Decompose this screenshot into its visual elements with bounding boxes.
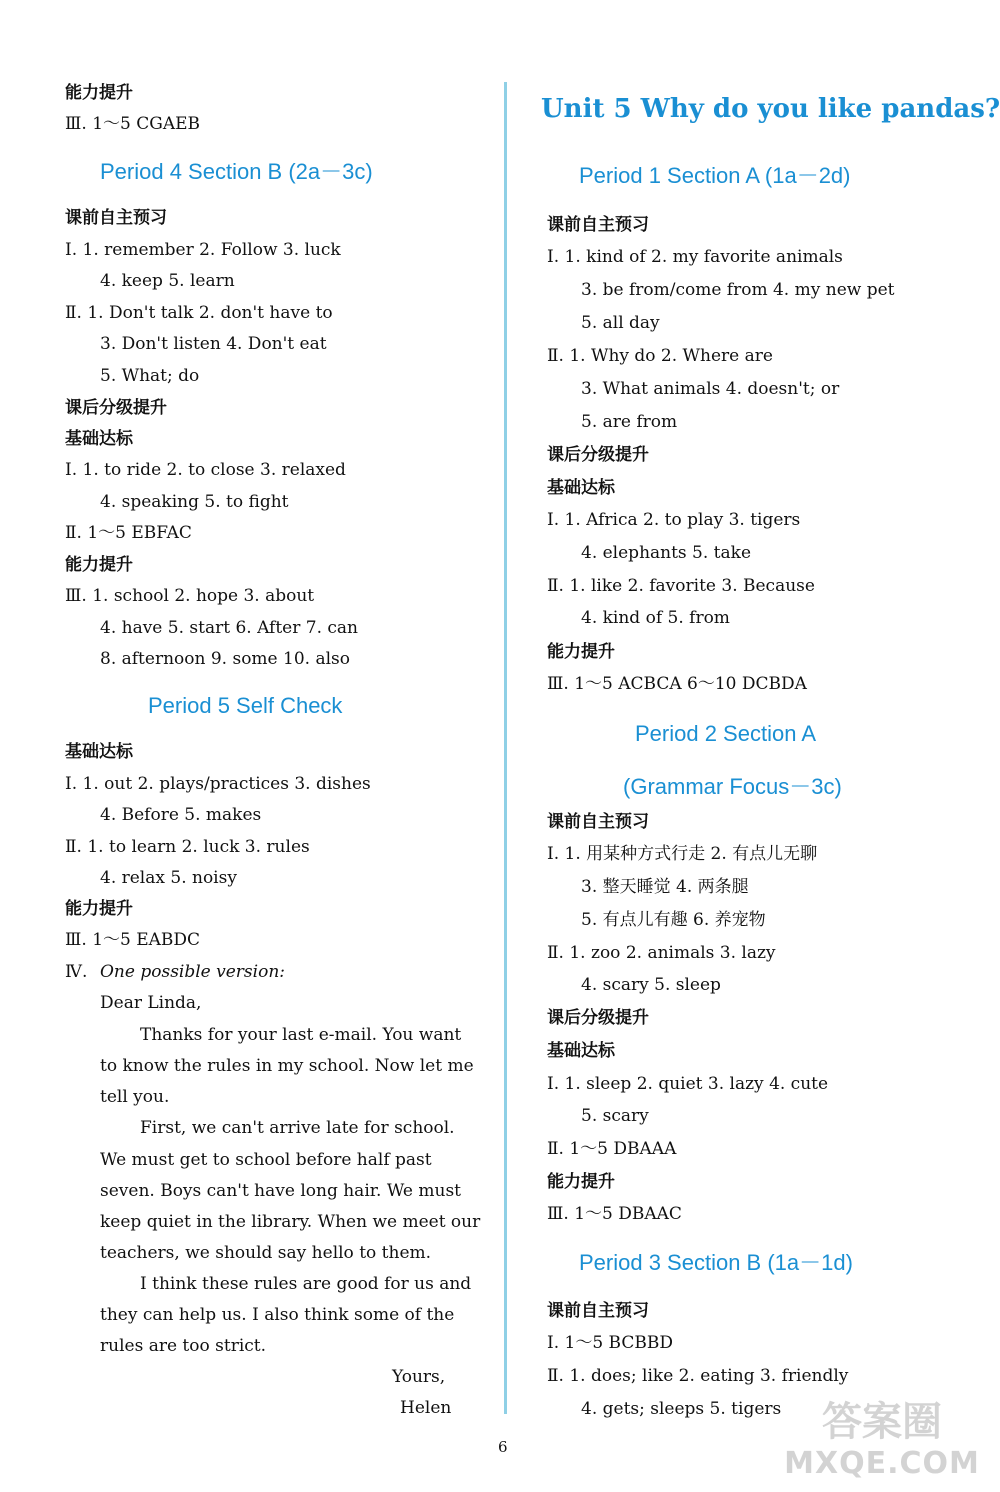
subheading: 基础达标 — [547, 478, 615, 498]
answer-line: Ⅱ. 1. to learn 2. luck 3. rules — [65, 837, 310, 857]
answer-line: Ⅱ. 1. Don't talk 2. don't have to — [65, 303, 333, 323]
answer-line: 4. relax 5. noisy — [100, 868, 237, 888]
subheading: 能力提升 — [65, 899, 133, 919]
answer-line: rules are too strict. — [100, 1336, 267, 1356]
subheading: 能力提升 — [547, 1172, 615, 1192]
answer-line: Ⅲ. 1～5 ACBCA 6～10 DCBDA — [547, 674, 807, 694]
answer-line: Ⅳ. — [65, 962, 88, 982]
section-heading: (Grammar Focus－3c) — [623, 774, 842, 799]
answer-line: Yours, — [392, 1367, 446, 1387]
answer-line: 5. are from — [581, 412, 678, 432]
answer-line: 3. 整天睡觉 4. 两条腿 — [581, 877, 749, 897]
answer-line: Thanks for your last e-mail. You want — [140, 1025, 462, 1045]
watermark-logo — [772, 1398, 992, 1490]
subheading: 能力提升 — [65, 83, 133, 103]
answer-line: 5. What; do — [100, 366, 200, 386]
answer-line: Dear Linda, — [100, 993, 202, 1013]
subheading: 能力提升 — [547, 642, 615, 662]
subheading: 课前自主预习 — [547, 215, 649, 235]
section-heading: Period 4 Section B (2a－3c) — [100, 159, 373, 184]
answer-line: they can help us. I also think some of the — [100, 1305, 455, 1325]
watermark-url: MXQE.COM — [784, 1446, 980, 1481]
answer-line: tell you. — [100, 1087, 170, 1107]
answer-line: Ⅱ. 1～5 DBAAA — [547, 1139, 677, 1159]
answer-line: 4. kind of 5. from — [581, 608, 730, 628]
answer-line: Ⅲ. 1. school 2. hope 3. about — [65, 586, 315, 606]
answer-line: teachers, we should say hello to them. — [100, 1243, 432, 1263]
answer-line: Ⅰ. 1. out 2. plays/practices 3. dishes — [65, 774, 371, 794]
answer-line: Ⅰ. 1～5 BCBBD — [547, 1333, 673, 1353]
answer-line: Ⅲ. 1～5 CGAEB — [65, 114, 201, 134]
answer-line: 5. all day — [581, 313, 660, 333]
answer-line: Ⅱ. 1. Why do 2. Where are — [547, 346, 773, 366]
answer-line: Ⅰ. 1. Africa 2. to play 3. tigers — [547, 510, 801, 530]
answer-line: 5. 有点儿有趣 6. 养宠物 — [581, 910, 766, 930]
subheading: 能力提升 — [65, 555, 133, 575]
answer-line: Ⅲ. 1～5 EABDC — [65, 930, 201, 950]
subheading: 课前自主预习 — [65, 208, 167, 228]
answer-line: I think these rules are good for us and — [140, 1274, 472, 1294]
answer-line: Ⅱ. 1～5 EBFAC — [65, 523, 192, 543]
subheading: 基础达标 — [65, 429, 133, 449]
subheading: 课前自主预习 — [547, 1301, 649, 1321]
answer-line: 4. speaking 5. to fight — [100, 492, 289, 512]
answer-line: 4. have 5. start 6. After 7. can — [100, 618, 358, 638]
answer-line: 4. gets; sleeps 5. tigers — [581, 1399, 782, 1419]
answer-line: One possible version: — [100, 962, 285, 982]
answer-line: Ⅲ. 1～5 DBAAC — [547, 1204, 682, 1224]
section-heading: Period 1 Section A (1a－2d) — [579, 163, 851, 188]
page-number: 6 — [498, 1438, 508, 1456]
section-heading: Period 2 Section A — [635, 721, 817, 746]
answer-line: seven. Boys can't have long hair. We must — [100, 1181, 462, 1201]
answer-line: Ⅰ. 1. remember 2. Follow 3. luck — [65, 240, 341, 260]
answer-line: 4. elephants 5. take — [581, 543, 752, 563]
answer-line: First, we can't arrive late for school. — [140, 1118, 455, 1138]
section-heading: Period 5 Self Check — [148, 693, 343, 718]
subheading: 课后分级提升 — [65, 398, 167, 418]
answer-line: 3. be from/come from 4. my new pet — [581, 280, 895, 300]
answer-line: Ⅱ. 1. does; like 2. eating 3. friendly — [547, 1366, 849, 1386]
answer-line: Ⅰ. 1. to ride 2. to close 3. relaxed — [65, 460, 346, 480]
subheading: 课前自主预习 — [547, 812, 649, 832]
answer-line: keep quiet in the library. When we meet our — [100, 1212, 481, 1232]
answer-line: to know the rules in my school. Now let me — [100, 1056, 474, 1076]
answer-line: Helen — [400, 1398, 452, 1418]
section-heading: Period 3 Section B (1a－1d) — [579, 1250, 853, 1275]
answer-line: Ⅰ. 1. kind of 2. my favorite animals — [547, 247, 843, 267]
answer-line: Ⅰ. 1. sleep 2. quiet 3. lazy 4. cute — [547, 1074, 829, 1094]
answer-line: 4. Before 5. makes — [100, 805, 262, 825]
answer-line: Ⅰ. 1. 用某种方式行走 2. 有点儿无聊 — [547, 844, 818, 864]
answer-line: 4. scary 5. sleep — [581, 975, 721, 995]
answer-line: 8. afternoon 9. some 10. also — [100, 649, 350, 669]
answer-line: 3. What animals 4. doesn't; or — [581, 379, 840, 399]
section-heading: Unit 5 Why do you like pandas? — [541, 94, 1000, 124]
answer-line: 4. keep 5. learn — [100, 271, 235, 291]
answer-line: We must get to school before half past — [100, 1150, 432, 1170]
answer-line: Ⅱ. 1. zoo 2. animals 3. lazy — [547, 943, 776, 963]
answer-line: 5. scary — [581, 1106, 649, 1126]
subheading: 课后分级提升 — [547, 1008, 649, 1028]
answer-line: 3. Don't listen 4. Don't eat — [100, 334, 327, 354]
subheading: 基础达标 — [65, 742, 133, 762]
column-divider — [504, 82, 507, 1414]
watermark-top: 答案圈 — [822, 1399, 942, 1445]
subheading: 基础达标 — [547, 1041, 615, 1061]
subheading: 课后分级提升 — [547, 445, 649, 465]
answer-line: Ⅱ. 1. like 2. favorite 3. Because — [547, 576, 815, 596]
